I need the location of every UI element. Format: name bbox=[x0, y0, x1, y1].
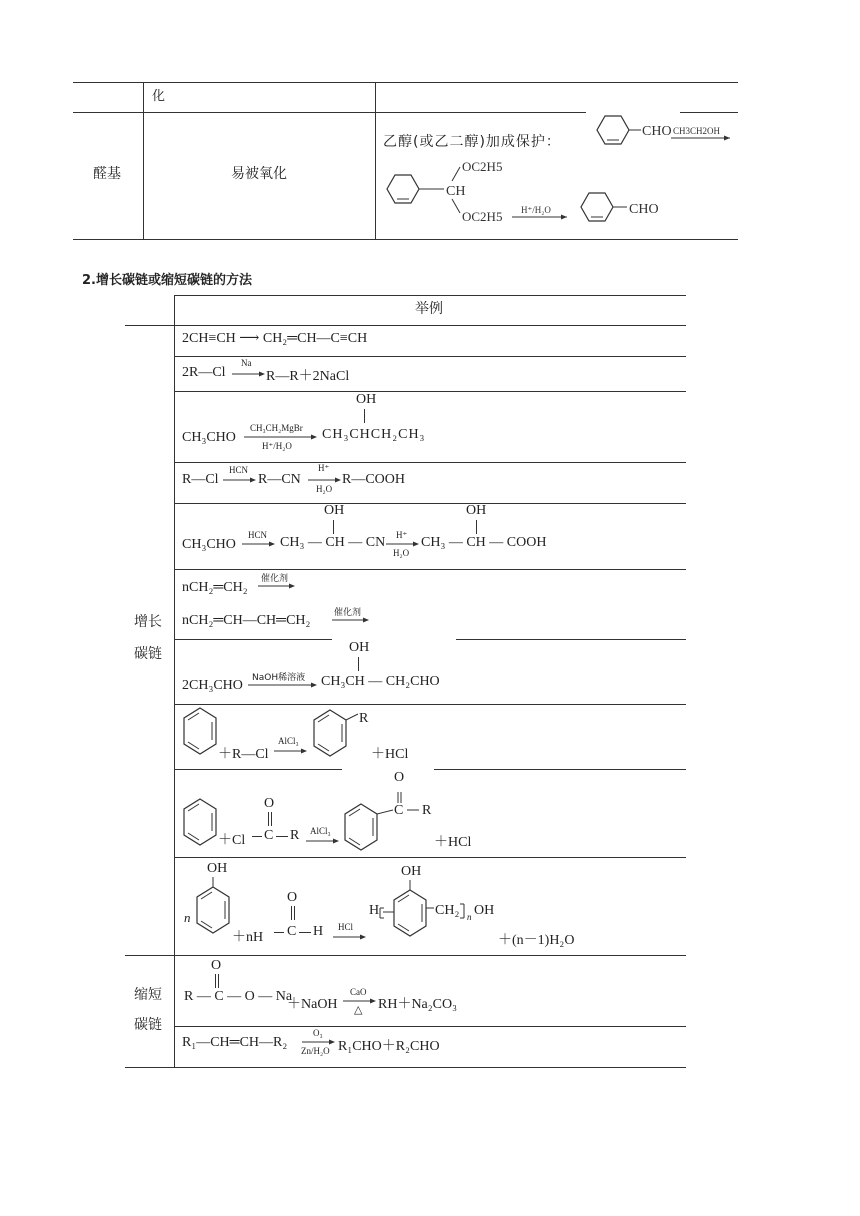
bond bbox=[299, 932, 311, 933]
r9-hcl: ＋HCl bbox=[434, 835, 472, 850]
r9-c2: C bbox=[394, 803, 404, 818]
r10-prod-n: n bbox=[467, 912, 472, 922]
r10-prod-oh: OH bbox=[401, 864, 422, 879]
table2-col-divider bbox=[174, 295, 175, 1067]
r11-arrow-top: CaO bbox=[350, 987, 367, 997]
r11-right: RH＋Na₂CO₃ bbox=[378, 997, 457, 1012]
bond bbox=[333, 520, 334, 534]
r7-right: CH₃CH — CH₂CHO bbox=[321, 674, 440, 689]
r7-left: 2CH₃CHO bbox=[182, 678, 243, 693]
bond bbox=[291, 906, 292, 920]
r10-h: H bbox=[313, 924, 324, 939]
r8-r: R bbox=[359, 711, 369, 726]
r12-arrow-top: O₃ bbox=[313, 1028, 323, 1038]
r4-right: R—COOH bbox=[342, 472, 406, 487]
row-border bbox=[175, 391, 686, 392]
r5-mid: CH₃ — CH — CN bbox=[280, 535, 386, 550]
bond bbox=[218, 974, 219, 988]
row-border bbox=[175, 462, 686, 463]
table1-col-divider-1 bbox=[143, 82, 144, 239]
r2-arrow-label: Na bbox=[241, 358, 252, 368]
cho2-label: CHO bbox=[629, 202, 659, 217]
bond bbox=[358, 657, 359, 671]
r6a: nCH₂═CH₂ bbox=[182, 580, 248, 595]
r7-arrow bbox=[248, 683, 320, 689]
r10-c: C bbox=[287, 924, 297, 939]
r11-left: R — C — O — Na bbox=[184, 989, 293, 1004]
r2-arrow bbox=[232, 372, 268, 378]
r4-arrow2-bottom: H₂O bbox=[316, 484, 333, 494]
r5-left: CH₃CHO bbox=[182, 537, 236, 552]
section2-title: 2.增长碳链或缩短碳链的方法 bbox=[82, 273, 252, 288]
group-shorten-1: 缩短 bbox=[134, 987, 162, 1003]
group-shorten-2: 碳链 bbox=[134, 1017, 162, 1033]
table2-top-border bbox=[175, 295, 686, 296]
table1-top-border bbox=[73, 82, 738, 83]
aldehyde-group-label: 醛基 bbox=[93, 166, 121, 182]
bond bbox=[274, 932, 284, 933]
r8-arrow bbox=[274, 749, 310, 755]
bond bbox=[271, 812, 272, 826]
aldehyde-property: 易被氧化 bbox=[231, 166, 287, 182]
bond bbox=[276, 836, 288, 837]
r5-right: CH₃ — CH — COOH bbox=[421, 535, 547, 550]
r9-plus: ＋Cl bbox=[218, 833, 246, 848]
r6a-arrow-label: 催化剂 bbox=[261, 574, 289, 584]
r7-arrow-label: NaOH稀溶液 bbox=[252, 673, 306, 683]
r12-arrow-bottom: Zn/H₂O bbox=[301, 1046, 330, 1056]
r10-arrow bbox=[333, 935, 369, 941]
col-header-example: 举例 bbox=[415, 301, 443, 317]
r3-right: CH₃CHCH₂CH₃ bbox=[322, 427, 426, 442]
r5-oh1: OH bbox=[324, 503, 345, 518]
r3-arrow-top: CH₃CH₂MgBr bbox=[250, 423, 303, 433]
reaction-acetylene-dimer: 2CH≡CH ⟶ CH₂═CH—C≡CH bbox=[182, 331, 368, 346]
row-border bbox=[175, 356, 686, 357]
row-border bbox=[175, 704, 686, 705]
r9-r: R bbox=[290, 828, 300, 843]
r11-plus: ＋NaOH bbox=[287, 997, 338, 1012]
aryl-ketone-structure bbox=[343, 788, 438, 852]
benzene-icon bbox=[182, 797, 218, 849]
oc2h5-top: OC2H5 bbox=[462, 159, 503, 174]
row-border bbox=[175, 1026, 686, 1027]
row-border bbox=[434, 769, 686, 770]
row-border bbox=[175, 503, 686, 504]
r8-plus: ＋R—Cl bbox=[218, 747, 269, 762]
r4-arrow-1 bbox=[223, 478, 259, 484]
oc2h5-bottom: OC2H5 bbox=[462, 209, 503, 224]
r10-plus: ＋nH bbox=[232, 930, 264, 945]
r9-r2: R bbox=[422, 803, 432, 818]
row-border bbox=[456, 639, 686, 640]
r9-o2: O bbox=[394, 770, 405, 785]
benzene-icon bbox=[182, 706, 218, 758]
row-border bbox=[125, 955, 285, 956]
r2-left: 2R—Cl bbox=[182, 365, 226, 380]
ch-label: CH bbox=[446, 184, 466, 199]
r7-oh: OH bbox=[349, 640, 370, 655]
bond bbox=[364, 409, 365, 423]
bond bbox=[476, 520, 477, 534]
table2-header-border bbox=[125, 325, 686, 326]
r12-right: R₁CHO＋R₂CHO bbox=[338, 1039, 440, 1054]
acetal-structure bbox=[382, 153, 682, 233]
r10-prod-ch2: CH₂ bbox=[435, 903, 460, 918]
r5-arrow-1 bbox=[242, 542, 278, 548]
table2-bottom-border bbox=[125, 1067, 686, 1068]
cho-label: CHO bbox=[642, 124, 672, 139]
r4-mid: R—CN bbox=[258, 472, 301, 487]
benzaldehyde-structure bbox=[585, 112, 735, 152]
row-border bbox=[175, 639, 332, 640]
bond bbox=[215, 974, 216, 988]
row-border bbox=[175, 569, 686, 570]
r5-arrow2-bottom: H₂O bbox=[393, 548, 410, 558]
r6a-arrow bbox=[258, 584, 298, 590]
row-border bbox=[285, 955, 686, 956]
r6b-arrow-label: 催化剂 bbox=[334, 608, 362, 618]
r10-arrow-label: HCl bbox=[338, 922, 354, 932]
r4-left: R—Cl bbox=[182, 472, 219, 487]
r8-arrow-label: AlCl₃ bbox=[278, 736, 299, 746]
row-border bbox=[175, 857, 686, 858]
arrow1-label: CH3CH2OH bbox=[673, 126, 721, 136]
r6b-arrow bbox=[332, 618, 372, 624]
row-border bbox=[175, 769, 342, 770]
r5-arrow2-top: H⁺ bbox=[396, 530, 408, 540]
r10-n: n bbox=[184, 910, 191, 925]
r11-arrow-bottom: △ bbox=[354, 1004, 363, 1016]
r6b: nCH₂═CH—CH═CH₂ bbox=[182, 613, 311, 628]
phenol-structure bbox=[193, 877, 233, 941]
table1-row0-text: 化 bbox=[152, 89, 166, 104]
bond bbox=[252, 836, 262, 837]
r3-left: CH₃CHO bbox=[182, 430, 236, 445]
r10-water: ＋(n－1)H₂O bbox=[498, 933, 575, 948]
bond bbox=[268, 812, 269, 826]
r5-arrow1: HCN bbox=[248, 530, 268, 540]
r12-left: R₁—CH═CH—R₂ bbox=[182, 1035, 288, 1050]
r3-arrow-bottom: H⁺/H₂O bbox=[262, 441, 292, 451]
r3-oh: OH bbox=[356, 392, 377, 407]
r10-prod-oh2: OH bbox=[474, 903, 495, 918]
r11-o: O bbox=[211, 958, 222, 973]
r4-arrow1: HCN bbox=[229, 465, 249, 475]
group-lengthen-1: 增长 bbox=[134, 614, 162, 630]
group-lengthen-2: 碳链 bbox=[134, 646, 162, 662]
table1-col-divider-2 bbox=[375, 82, 376, 239]
bond bbox=[294, 906, 295, 920]
arrow2-label: H⁺/H₂O bbox=[521, 205, 551, 215]
r4-arrow2-top: H⁺ bbox=[318, 463, 330, 473]
r10-prod-h: H bbox=[369, 903, 380, 918]
r9-arrow bbox=[306, 839, 342, 845]
r5-oh2: OH bbox=[466, 503, 487, 518]
r10-o: O bbox=[287, 890, 298, 905]
r8-hcl: ＋HCl bbox=[371, 747, 409, 762]
table1-row-border bbox=[73, 112, 586, 113]
r9-o1: O bbox=[264, 796, 275, 811]
table1-bottom-border bbox=[73, 239, 738, 240]
protection-method-text: 乙醇(或乙二醇)加成保护： bbox=[383, 134, 561, 150]
alkylbenzene-structure bbox=[312, 706, 362, 758]
r9-arrow-label: AlCl₃ bbox=[310, 826, 331, 836]
r9-c: C bbox=[264, 828, 274, 843]
r2-right: R—R＋2NaCl bbox=[266, 369, 350, 384]
r10-oh: OH bbox=[207, 861, 228, 876]
